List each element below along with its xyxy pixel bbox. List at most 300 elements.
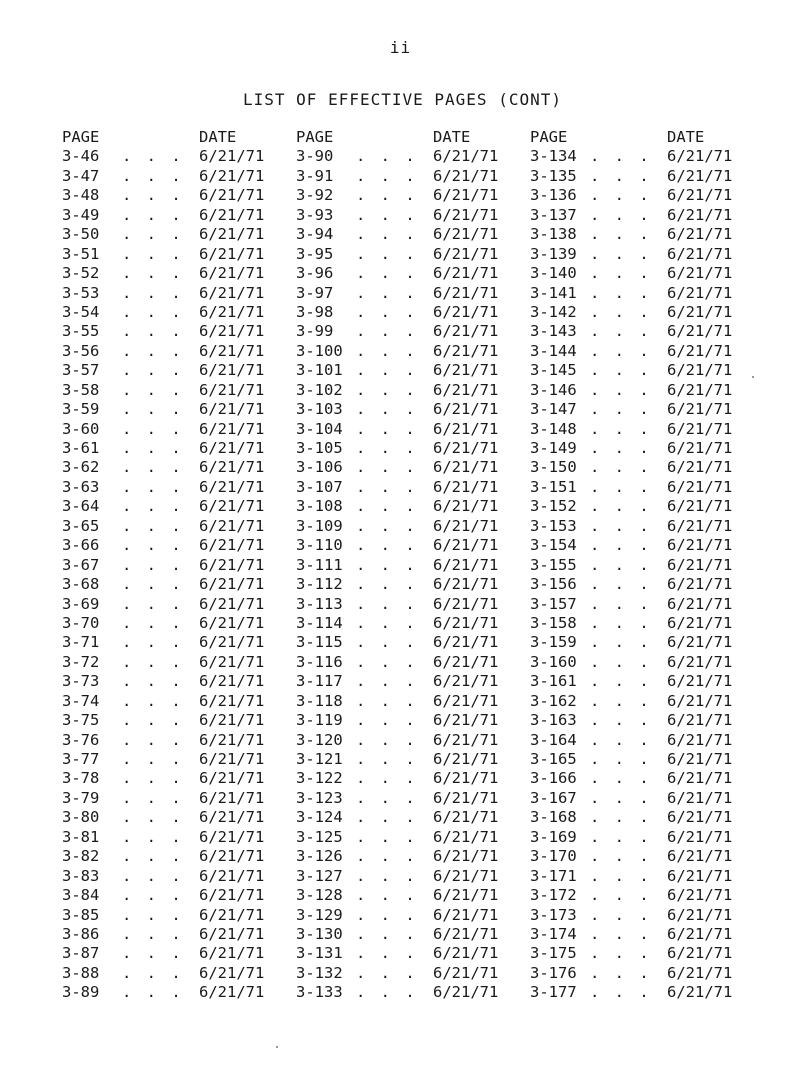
dot-leader: . . . xyxy=(356,283,418,302)
dot-leader: . . . xyxy=(122,497,184,516)
dot-leader: . . . xyxy=(590,477,652,496)
date-cell: 6/21/71 xyxy=(667,497,733,516)
date-cell: 6/21/71 xyxy=(433,458,499,477)
page-number-cell: 3-91 xyxy=(296,166,334,185)
page-number-cell: 3-78 xyxy=(62,769,100,788)
page-number-cell: 3-71 xyxy=(62,633,100,652)
date-cell: 6/21/71 xyxy=(667,225,733,244)
date-cell: 6/21/71 xyxy=(433,672,499,691)
date-cell: 6/21/71 xyxy=(433,905,499,924)
page-number-cell: 3-151 xyxy=(530,477,577,496)
date-cell: 6/21/71 xyxy=(433,769,499,788)
dot-leader: . . . xyxy=(356,244,418,263)
page-number-cell: 3-142 xyxy=(530,302,577,321)
dot-leader: . . . xyxy=(122,361,184,380)
date-cell: 6/21/71 xyxy=(433,244,499,263)
page-number-cell: 3-137 xyxy=(530,205,577,224)
dot-leader: . . . xyxy=(122,186,184,205)
page-number-cell: 3-56 xyxy=(62,341,100,360)
date-cell: 6/21/71 xyxy=(199,672,265,691)
page-number-cell: 3-51 xyxy=(62,244,100,263)
date-cell: 6/21/71 xyxy=(433,963,499,982)
page-number-cell: 3-173 xyxy=(530,905,577,924)
page-number-cell: 3-52 xyxy=(62,264,100,283)
dot-leader: . . . xyxy=(356,516,418,535)
date-cell: 6/21/71 xyxy=(433,827,499,846)
date-cell: 6/21/71 xyxy=(433,788,499,807)
date-cell: 6/21/71 xyxy=(199,205,265,224)
date-cell: 6/21/71 xyxy=(667,594,733,613)
dot-leader: . . . xyxy=(356,594,418,613)
date-cell: 6/21/71 xyxy=(199,866,265,885)
page-number-cell: 3-123 xyxy=(296,788,343,807)
date-cell: 6/21/71 xyxy=(433,439,499,457)
date-cell: 6/21/71 xyxy=(199,924,265,943)
date-cell: 6/21/71 xyxy=(667,866,733,885)
date-cell: 6/21/71 xyxy=(667,788,733,807)
page-number-cell: 3-82 xyxy=(62,847,100,866)
date-cell: 6/21/71 xyxy=(433,847,499,866)
date-cell: 6/21/71 xyxy=(199,808,265,827)
page-number-cell: 3-50 xyxy=(62,225,100,244)
dot-leader: . . . xyxy=(590,341,652,360)
page-number-cell: 3-96 xyxy=(296,264,334,283)
date-cell: 6/21/71 xyxy=(433,341,499,360)
date-cell: 6/21/71 xyxy=(433,555,499,574)
dot-leader: . . . xyxy=(590,516,652,535)
date-cell: 6/21/71 xyxy=(667,147,733,166)
dot-leader: . . . xyxy=(590,380,652,399)
page-number-cell: 3-168 xyxy=(530,808,577,827)
page-number-cell: 3-147 xyxy=(530,400,577,419)
page-number-cell: 3-148 xyxy=(530,419,577,438)
date-cell: 6/21/71 xyxy=(199,750,265,768)
page-number-cell: 3-134 xyxy=(530,147,577,166)
page-number-cell: 3-105 xyxy=(296,439,343,457)
date-cell: 6/21/71 xyxy=(667,536,733,555)
page-number-cell: 3-143 xyxy=(530,322,577,341)
date-cell: 6/21/71 xyxy=(667,808,733,827)
page-number-cell: 3-65 xyxy=(62,516,100,535)
dot-leader: . . . xyxy=(356,477,418,496)
dot-leader: . . . xyxy=(356,652,418,671)
dot-leader: . . . xyxy=(122,750,184,768)
dot-leader: . . . xyxy=(356,866,418,885)
page-number-cell: 3-131 xyxy=(296,944,343,963)
dot-leader: . . . xyxy=(122,302,184,321)
date-cell: 6/21/71 xyxy=(667,905,733,924)
date-cell: 6/21/71 xyxy=(667,322,733,341)
date-cell: 6/21/71 xyxy=(199,847,265,866)
dot-leader: . . . xyxy=(122,458,184,477)
page-number-cell: 3-159 xyxy=(530,633,577,652)
page-number-cell: 3-126 xyxy=(296,847,343,866)
date-cell: 6/21/71 xyxy=(199,516,265,535)
date-cell: 6/21/71 xyxy=(433,594,499,613)
date-cell: 6/21/71 xyxy=(433,711,499,730)
page-number-cell: 3-152 xyxy=(530,497,577,516)
page-number-cell: 3-59 xyxy=(62,400,100,419)
date-cell: 6/21/71 xyxy=(667,302,733,321)
page-number-cell: 3-163 xyxy=(530,711,577,730)
dot-leader: . . . xyxy=(590,866,652,885)
date-cell: 6/21/71 xyxy=(199,225,265,244)
date-cell: 6/21/71 xyxy=(199,458,265,477)
date-cell: 6/21/71 xyxy=(433,361,499,380)
date-cell: 6/21/71 xyxy=(199,555,265,574)
date-cell: 6/21/71 xyxy=(433,536,499,555)
dot-leader: . . . xyxy=(356,750,418,768)
page-number-cell: 3-128 xyxy=(296,886,343,905)
dot-leader: . . . xyxy=(356,905,418,924)
dot-leader: . . . xyxy=(590,905,652,924)
dot-leader: . . . xyxy=(590,847,652,866)
page-number-cell: 3-156 xyxy=(530,575,577,594)
dot-leader: . . . xyxy=(122,555,184,574)
date-header: DATE xyxy=(667,128,705,146)
dot-leader: . . . xyxy=(122,419,184,438)
page-number-cell: 3-158 xyxy=(530,613,577,632)
dot-leader: . . . xyxy=(356,264,418,283)
date-cell: 6/21/71 xyxy=(199,827,265,846)
dot-leader: . . . xyxy=(590,672,652,691)
dot-leader: . . . xyxy=(356,711,418,730)
page-number-cell: 3-98 xyxy=(296,302,334,321)
page-number-cell: 3-47 xyxy=(62,166,100,185)
page-number-cell: 3-146 xyxy=(530,380,577,399)
date-cell: 6/21/71 xyxy=(199,439,265,457)
date-cell: 6/21/71 xyxy=(433,147,499,166)
page-number-cell: 3-129 xyxy=(296,905,343,924)
date-cell: 6/21/71 xyxy=(667,380,733,399)
dot-leader: . . . xyxy=(590,147,652,166)
dot-leader: . . . xyxy=(356,400,418,419)
date-cell: 6/21/71 xyxy=(433,633,499,652)
dot-leader: . . . xyxy=(356,380,418,399)
dot-leader: . . . xyxy=(122,769,184,788)
page-number-cell: 3-93 xyxy=(296,205,334,224)
page-number-cell: 3-101 xyxy=(296,361,343,380)
date-cell: 6/21/71 xyxy=(667,555,733,574)
date-cell: 6/21/71 xyxy=(433,983,499,1002)
date-cell: 6/21/71 xyxy=(667,419,733,438)
dot-leader: . . . xyxy=(590,711,652,730)
dot-leader: . . . xyxy=(122,594,184,613)
page-number-cell: 3-107 xyxy=(296,477,343,496)
dot-leader: . . . xyxy=(590,769,652,788)
page-number-cell: 3-145 xyxy=(530,361,577,380)
page-number-cell: 3-72 xyxy=(62,652,100,671)
page-number-cell: 3-120 xyxy=(296,730,343,749)
date-cell: 6/21/71 xyxy=(199,594,265,613)
date-cell: 6/21/71 xyxy=(667,886,733,905)
dot-leader: . . . xyxy=(590,458,652,477)
date-cell: 6/21/71 xyxy=(199,536,265,555)
date-cell: 6/21/71 xyxy=(433,497,499,516)
page-number-cell: 3-66 xyxy=(62,536,100,555)
dot-leader: . . . xyxy=(122,400,184,419)
dot-leader: . . . xyxy=(122,847,184,866)
dot-leader: . . . xyxy=(356,555,418,574)
page-number-cell: 3-108 xyxy=(296,497,343,516)
date-cell: 6/21/71 xyxy=(433,516,499,535)
dot-leader: . . . xyxy=(122,205,184,224)
page-number-cell: 3-74 xyxy=(62,691,100,710)
date-cell: 6/21/71 xyxy=(667,633,733,652)
date-cell: 6/21/71 xyxy=(667,477,733,496)
page-number-cell: 3-70 xyxy=(62,613,100,632)
dot-leader: . . . xyxy=(122,711,184,730)
dot-leader: . . . xyxy=(356,186,418,205)
dot-leader: . . . xyxy=(122,322,184,341)
dot-leader: . . . xyxy=(590,924,652,943)
page-number-cell: 3-69 xyxy=(62,594,100,613)
dot-leader: . . . xyxy=(356,458,418,477)
page-number-cell: 3-49 xyxy=(62,205,100,224)
page-number-cell: 3-62 xyxy=(62,458,100,477)
dot-leader: . . . xyxy=(356,497,418,516)
dot-leader: . . . xyxy=(122,886,184,905)
dot-leader: . . . xyxy=(590,264,652,283)
page-number-cell: 3-58 xyxy=(62,380,100,399)
dot-leader: . . . xyxy=(356,575,418,594)
page-number-cell: 3-169 xyxy=(530,827,577,846)
date-cell: 6/21/71 xyxy=(199,244,265,263)
dot-leader: . . . xyxy=(356,691,418,710)
date-cell: 6/21/71 xyxy=(199,264,265,283)
date-cell: 6/21/71 xyxy=(199,302,265,321)
dot-leader: . . . xyxy=(356,847,418,866)
page-number-cell: 3-110 xyxy=(296,536,343,555)
page-number-cell: 3-114 xyxy=(296,613,343,632)
dot-leader: . . . xyxy=(122,439,184,457)
page-number-cell: 3-139 xyxy=(530,244,577,263)
page-number-cell: 3-97 xyxy=(296,283,334,302)
dot-leader: . . . xyxy=(590,361,652,380)
page-number-cell: 3-106 xyxy=(296,458,343,477)
date-cell: 6/21/71 xyxy=(667,730,733,749)
dot-leader: . . . xyxy=(122,536,184,555)
date-cell: 6/21/71 xyxy=(199,963,265,982)
page-number-cell: 3-140 xyxy=(530,264,577,283)
page-number-cell: 3-164 xyxy=(530,730,577,749)
page-number-cell: 3-117 xyxy=(296,672,343,691)
date-cell: 6/21/71 xyxy=(433,166,499,185)
dot-leader: . . . xyxy=(122,924,184,943)
date-cell: 6/21/71 xyxy=(433,575,499,594)
date-cell: 6/21/71 xyxy=(433,322,499,341)
page-number-cell: 3-99 xyxy=(296,322,334,341)
date-cell: 6/21/71 xyxy=(667,575,733,594)
page-number-cell: 3-100 xyxy=(296,341,343,360)
page-number-cell: 3-48 xyxy=(62,186,100,205)
page-number-cell: 3-132 xyxy=(296,963,343,982)
dot-leader: . . . xyxy=(356,536,418,555)
date-cell: 6/21/71 xyxy=(433,186,499,205)
date-cell: 6/21/71 xyxy=(433,866,499,885)
page-number-cell: 3-161 xyxy=(530,672,577,691)
date-cell: 6/21/71 xyxy=(667,924,733,943)
dot-leader: . . . xyxy=(122,166,184,185)
dot-leader: . . . xyxy=(590,594,652,613)
date-cell: 6/21/71 xyxy=(199,322,265,341)
date-cell: 6/21/71 xyxy=(667,711,733,730)
date-cell: 6/21/71 xyxy=(433,924,499,943)
dot-leader: . . . xyxy=(590,400,652,419)
date-cell: 6/21/71 xyxy=(667,963,733,982)
page-number-cell: 3-80 xyxy=(62,808,100,827)
page-number-cell: 3-174 xyxy=(530,924,577,943)
page-number-cell: 3-119 xyxy=(296,711,343,730)
date-cell: 6/21/71 xyxy=(433,886,499,905)
dot-leader: . . . xyxy=(356,924,418,943)
dot-leader: . . . xyxy=(590,575,652,594)
date-cell: 6/21/71 xyxy=(667,847,733,866)
page-number-cell: 3-95 xyxy=(296,244,334,263)
dot-leader: . . . xyxy=(356,788,418,807)
dot-leader: . . . xyxy=(356,963,418,982)
dot-leader: . . . xyxy=(356,769,418,788)
page-number-cell: 3-160 xyxy=(530,652,577,671)
dot-leader: . . . xyxy=(122,244,184,263)
date-cell: 6/21/71 xyxy=(199,613,265,632)
dot-leader: . . . xyxy=(122,944,184,963)
page-number-cell: 3-54 xyxy=(62,302,100,321)
dot-leader: . . . xyxy=(590,536,652,555)
date-cell: 6/21/71 xyxy=(667,186,733,205)
dot-leader: . . . xyxy=(356,886,418,905)
date-cell: 6/21/71 xyxy=(199,497,265,516)
date-cell: 6/21/71 xyxy=(199,400,265,419)
page-header: PAGE xyxy=(62,128,100,146)
page-number-cell: 3-166 xyxy=(530,769,577,788)
dot-leader: . . . xyxy=(590,302,652,321)
page-number-cell: 3-141 xyxy=(530,283,577,302)
page-number-cell: 3-88 xyxy=(62,963,100,982)
date-cell: 6/21/71 xyxy=(199,575,265,594)
dot-leader: . . . xyxy=(590,886,652,905)
date-cell: 6/21/71 xyxy=(199,147,265,166)
page-number-cell: 3-176 xyxy=(530,963,577,982)
dot-leader: . . . xyxy=(122,264,184,283)
page-number-cell: 3-63 xyxy=(62,477,100,496)
date-cell: 6/21/71 xyxy=(667,750,733,768)
dot-leader: . . . xyxy=(356,361,418,380)
page-number-cell: 3-127 xyxy=(296,866,343,885)
date-cell: 6/21/71 xyxy=(667,516,733,535)
page-number-cell: 3-136 xyxy=(530,186,577,205)
page-number-cell: 3-125 xyxy=(296,827,343,846)
dot-leader: . . . xyxy=(122,905,184,924)
date-cell: 6/21/71 xyxy=(667,205,733,224)
page-number-cell: 3-165 xyxy=(530,750,577,768)
page-number-cell: 3-172 xyxy=(530,886,577,905)
dot-leader: . . . xyxy=(356,147,418,166)
page-number-cell: 3-162 xyxy=(530,691,577,710)
date-header: DATE xyxy=(433,128,471,146)
page-number-cell: 3-84 xyxy=(62,886,100,905)
date-cell: 6/21/71 xyxy=(667,458,733,477)
page-number-cell: 3-122 xyxy=(296,769,343,788)
page-number-cell: 3-67 xyxy=(62,555,100,574)
page-number-cell: 3-113 xyxy=(296,594,343,613)
date-cell: 6/21/71 xyxy=(199,769,265,788)
page-number-cell: 3-102 xyxy=(296,380,343,399)
date-cell: 6/21/71 xyxy=(199,983,265,1002)
dot-leader: . . . xyxy=(590,827,652,846)
date-cell: 6/21/71 xyxy=(199,711,265,730)
dot-leader: . . . xyxy=(122,652,184,671)
page-number-cell: 3-75 xyxy=(62,711,100,730)
dot-leader: . . . xyxy=(356,633,418,652)
page-number-cell: 3-153 xyxy=(530,516,577,535)
page-number-cell: 3-135 xyxy=(530,166,577,185)
date-cell: 6/21/71 xyxy=(667,361,733,380)
date-cell: 6/21/71 xyxy=(199,477,265,496)
page-number-cell: 3-77 xyxy=(62,750,100,768)
date-cell: 6/21/71 xyxy=(199,341,265,360)
page-number-cell: 3-53 xyxy=(62,283,100,302)
date-cell: 6/21/71 xyxy=(433,477,499,496)
dot-leader: . . . xyxy=(590,633,652,652)
page-number-cell: 3-89 xyxy=(62,983,100,1002)
date-cell: 6/21/71 xyxy=(199,283,265,302)
page-number-cell: 3-55 xyxy=(62,322,100,341)
date-cell: 6/21/71 xyxy=(433,808,499,827)
page-number-cell: 3-92 xyxy=(296,186,334,205)
dot-leader: . . . xyxy=(590,205,652,224)
date-cell: 6/21/71 xyxy=(433,944,499,963)
page-number-cell: 3-133 xyxy=(296,983,343,1002)
date-cell: 6/21/71 xyxy=(199,633,265,652)
date-cell: 6/21/71 xyxy=(667,983,733,1002)
dot-leader: . . . xyxy=(122,788,184,807)
date-cell: 6/21/71 xyxy=(433,283,499,302)
dot-leader: . . . xyxy=(356,613,418,632)
dot-leader: . . . xyxy=(590,244,652,263)
dot-leader: . . . xyxy=(122,283,184,302)
dot-leader: . . . xyxy=(356,983,418,1002)
date-header: DATE xyxy=(199,128,237,146)
page-number-cell: 3-90 xyxy=(296,147,334,166)
dot-leader: . . . xyxy=(356,341,418,360)
page-number-cell: 3-149 xyxy=(530,439,577,457)
page-number-cell: 3-124 xyxy=(296,808,343,827)
page-number-cell: 3-177 xyxy=(530,983,577,1002)
date-cell: 6/21/71 xyxy=(433,691,499,710)
date-cell: 6/21/71 xyxy=(199,380,265,399)
date-cell: 6/21/71 xyxy=(667,691,733,710)
page-number-cell: 3-167 xyxy=(530,788,577,807)
dot-leader: . . . xyxy=(356,419,418,438)
dot-leader: . . . xyxy=(122,633,184,652)
dot-leader: . . . xyxy=(122,575,184,594)
date-cell: 6/21/71 xyxy=(667,672,733,691)
dot-leader: . . . xyxy=(590,963,652,982)
page-number-cell: 3-171 xyxy=(530,866,577,885)
date-cell: 6/21/71 xyxy=(199,186,265,205)
date-cell: 6/21/71 xyxy=(433,400,499,419)
date-cell: 6/21/71 xyxy=(199,652,265,671)
dot-leader: . . . xyxy=(590,983,652,1002)
page-number-cell: 3-64 xyxy=(62,497,100,516)
page-number-cell: 3-130 xyxy=(296,924,343,943)
date-cell: 6/21/71 xyxy=(667,400,733,419)
date-cell: 6/21/71 xyxy=(433,750,499,768)
page-number-cell: 3-116 xyxy=(296,652,343,671)
dot-leader: . . . xyxy=(590,166,652,185)
page-number-cell: 3-155 xyxy=(530,555,577,574)
